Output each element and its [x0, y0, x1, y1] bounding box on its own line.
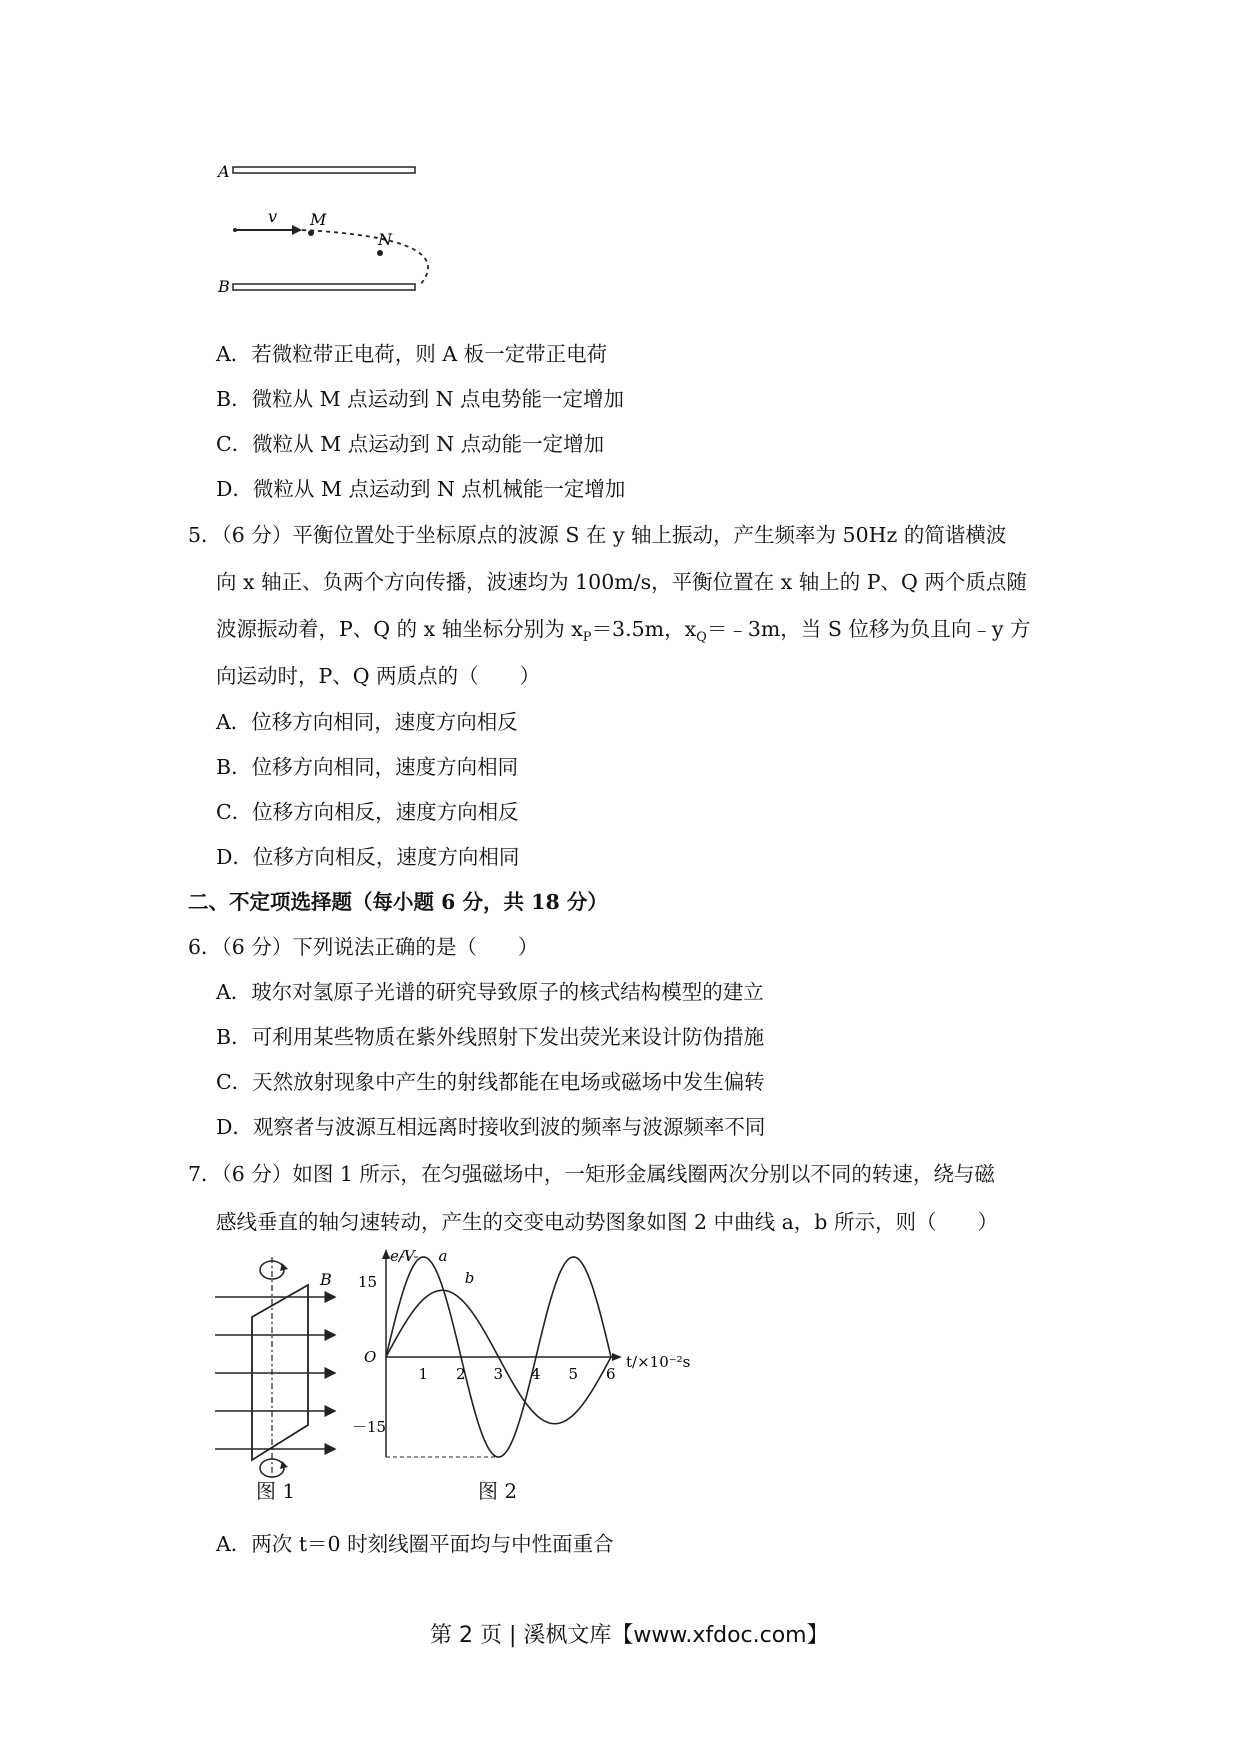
field-b-label: B [320, 1270, 332, 1289]
point-m [308, 230, 314, 236]
x-axis-label: t/×10⁻²s [626, 1353, 691, 1371]
plate-a-label: A [218, 162, 230, 181]
q4-option-d: D．微粒从 M 点运动到 N 点机械能一定增加 [216, 477, 626, 501]
section2-title: 二、不定项选择题（每小题 6 分，共 18 分） [188, 890, 608, 914]
y-tick-bottom: －15 [352, 1418, 387, 1436]
x-tick-label-4: 4 [531, 1365, 541, 1383]
q6-option-a: A．玻尔对氢原子光谱的研究导致原子的核式结构模型的建立 [216, 980, 764, 1004]
velocity-label: v [268, 207, 278, 226]
y-axis-label: e/V [390, 1247, 415, 1265]
q4-option-c: C．微粒从 M 点运动到 N 点动能一定增加 [216, 432, 605, 456]
q5-sub-p: P [582, 630, 592, 645]
x-axis-arrow [612, 1353, 622, 1361]
plate-a [233, 167, 415, 173]
q7-stem-line1: 7．（6 分）如图 1 所示，在匀强磁场中，一矩形金属线圈两次分别以不同的转速，绕与磁 [188, 1162, 995, 1186]
q6-stem: 6．（6 分）下列说法正确的是（ ） [188, 935, 539, 959]
x-tick-label-6: 6 [606, 1365, 616, 1383]
q4-option-b: B．微粒从 M 点运动到 N 点电势能一定增加 [216, 387, 625, 411]
plates-figure [210, 150, 430, 300]
q5-option-c: C．位移方向相反，速度方向相反 [216, 800, 519, 824]
point-n [377, 250, 383, 256]
x-tick-label-2: 2 [456, 1365, 466, 1383]
page-footer: 第 2 页 | 溪枫文库【www.xfdoc.com】 [430, 1623, 829, 1648]
q5-line3-part2: ＝3.5m，x [591, 617, 697, 641]
q5-stem-line1: 5．（6 分）平衡位置处于坐标原点的波源 S 在 y 轴上振动，产生频率为 50Hz 的简谐横波 [188, 523, 1007, 547]
figure1-coil [210, 1255, 350, 1490]
q5-stem-line4: 向运动时，P、Q 两质点的（ ） [216, 664, 541, 688]
plate-b [233, 284, 415, 290]
q6-option-d: D．观察者与波源互相远离时接收到波的频率与波源频率不同 [216, 1115, 766, 1139]
q5-line3-part3: ＝﹣3m，当 S 位移为负且向﹣y 方 [706, 617, 1031, 641]
q5-option-b: B．位移方向相同，速度方向相同 [216, 755, 519, 779]
figure2-chart [350, 1245, 720, 1470]
trajectory-curve [302, 230, 428, 285]
start-point [233, 228, 237, 232]
x-tick-label-3: 3 [493, 1365, 504, 1383]
q5-line3-part1: 波源振动着，P、Q 的 x 轴坐标分别为 x [216, 617, 583, 641]
plate-b-label: B [218, 277, 230, 296]
curve-a-label: a [438, 1247, 448, 1265]
q5-option-a: A．位移方向相同，速度方向相反 [216, 710, 518, 734]
q7-option-a: A．两次 t＝0 时刻线圈平面均与中性面重合 [216, 1532, 614, 1556]
q5-sub-q: Q [696, 630, 707, 645]
figure1-caption: 图 1 [256, 1479, 296, 1503]
q5-option-d: D．位移方向相反，速度方向相同 [216, 845, 520, 869]
curve-b-label: b [464, 1269, 475, 1287]
x-tick-label-1: 1 [418, 1365, 429, 1383]
figure2-caption: 图 2 [478, 1479, 518, 1503]
q5-stem-line3 [216, 615, 1030, 647]
origin-label: O [364, 1348, 377, 1366]
q5-stem-line2: 向 x 轴正、负两个方向传播，波速均为 100m/s，平衡位置在 x 轴上的 P、Q 两个质点随 [216, 570, 1027, 594]
q7-stem-line2: 感线垂直的轴匀速转动，产生的交变电动势图象如图 2 中曲线 a，b 所示，则（ ） [216, 1210, 998, 1234]
velocity-arrowhead [292, 225, 302, 235]
point-n-label: N [378, 230, 392, 249]
q4-option-a: A．若微粒带正电荷，则 A 板一定带正电荷 [216, 342, 608, 366]
q6-option-c: C．天然放射现象中产生的射线都能在电场或磁场中发生偏转 [216, 1070, 765, 1094]
q6-option-b: B．可利用某些物质在紫外线照射下发出荧光来设计防伪措施 [216, 1025, 765, 1049]
y-tick-top: 15 [358, 1273, 378, 1291]
point-m-label: M [310, 210, 327, 229]
x-tick-label-5: 5 [568, 1365, 579, 1383]
